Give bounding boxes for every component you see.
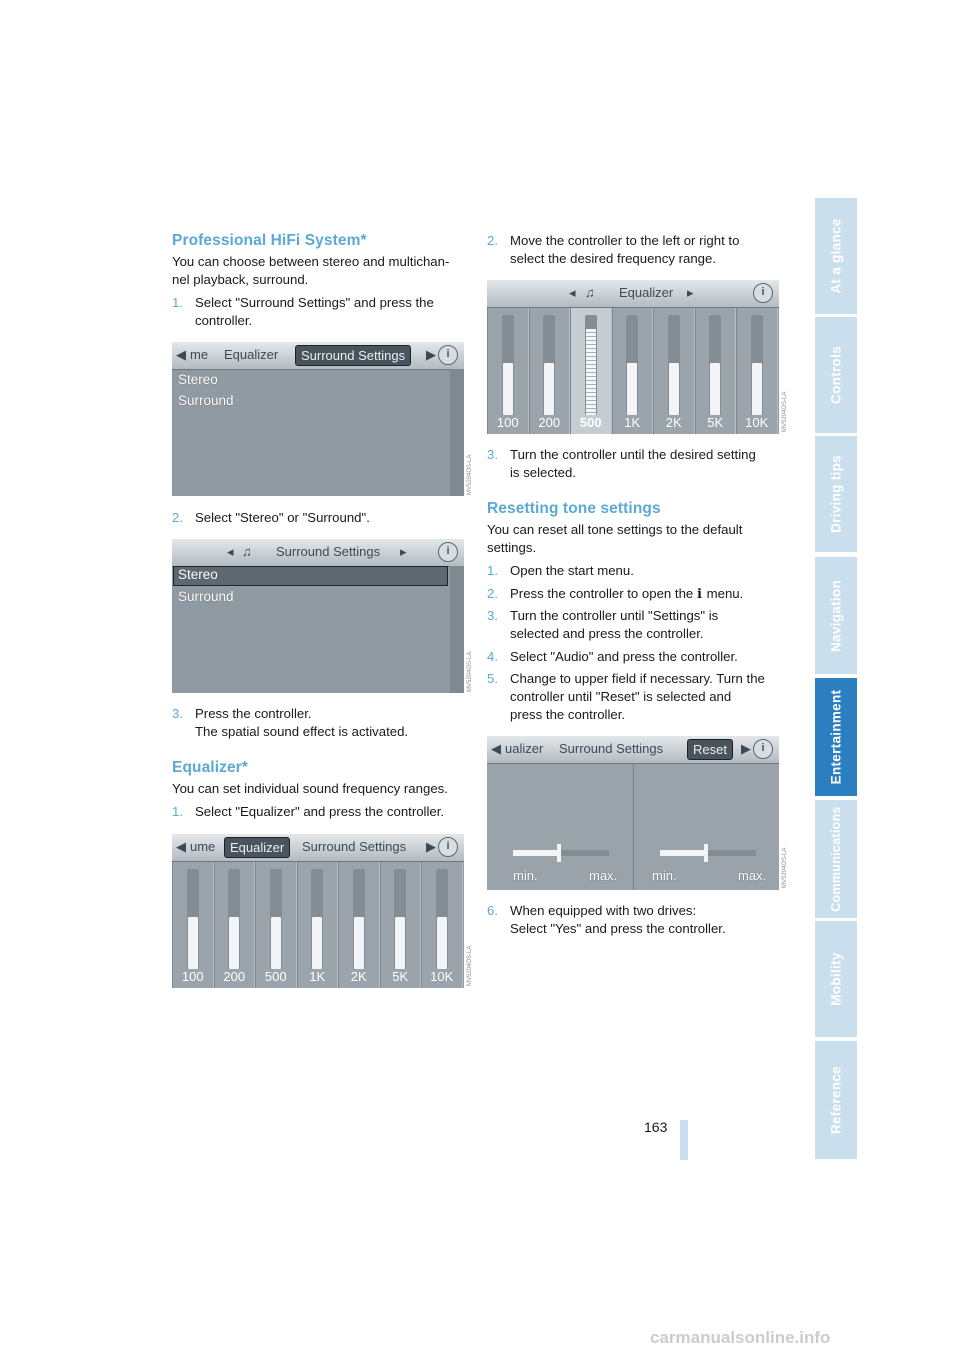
arrow-right-icon: ▸ (687, 285, 694, 300)
eq-band-5k[interactable] (695, 307, 737, 434)
scrollbar (450, 566, 464, 693)
eq-band-2k[interactable] (338, 861, 380, 988)
eq-band-label: 2K (665, 415, 682, 430)
menu-item-surround[interactable]: Surround (178, 393, 234, 408)
intro-equalizer: You can set individual sound frequency ranges. (172, 781, 448, 796)
heading-equalizer: Equalizer* (172, 759, 248, 776)
tab-driving-tips[interactable]: Driving tips (815, 436, 857, 552)
eq-slider-level (669, 363, 679, 415)
eq-band-1k[interactable] (612, 307, 654, 434)
eq-band-label: 100 (496, 415, 519, 430)
eq-band-label: 2K (350, 969, 367, 984)
eq-slider-level (627, 363, 637, 415)
label-min: min. (513, 868, 538, 883)
arrow-right-icon: ▸ (400, 544, 407, 559)
eq-band-2k[interactable] (653, 307, 695, 434)
arrow-left-icon: ◀ (491, 741, 501, 756)
slider-handle[interactable] (704, 844, 708, 862)
eq-band-500[interactable] (570, 307, 612, 434)
tab-mobility[interactable]: Mobility (815, 921, 857, 1037)
arrow-right-icon: ▶ (741, 741, 751, 756)
page-number-tab (680, 1120, 688, 1160)
label-max: max. (738, 868, 767, 883)
eq-band-200[interactable] (529, 307, 571, 434)
intro-reset-2: settings. (487, 540, 537, 555)
tab-entertainment[interactable]: Entertainment (815, 678, 857, 796)
screen-title-bar: ◀ ume Equalizer Surround Settings ▶ i (172, 834, 464, 862)
surround-settings-tab[interactable]: Surround Settings (295, 345, 411, 366)
eq-slider-level (188, 917, 198, 969)
menu-item-surround[interactable]: Surround (178, 589, 234, 604)
heading-hifi-system: Professional HiFi System* (172, 232, 367, 249)
eq-band-label: 500 (579, 415, 602, 430)
arrow-left-icon: ◀ (176, 347, 186, 362)
tab-communications[interactable]: Communications (815, 800, 857, 918)
panel-left (487, 764, 634, 890)
tab-reference[interactable]: Reference (815, 1041, 857, 1159)
eq-slider-level (544, 363, 554, 415)
eq-band-label: 100 (181, 969, 204, 984)
eq-slider-level (752, 363, 762, 415)
screen-title-bar: ◀ ualizer Surround Settings Reset ▶ i (487, 736, 779, 764)
image-code: MV5204OS-LA (467, 945, 473, 986)
eq-band-label: 10K (745, 415, 769, 430)
image-code: MV5204OS-LA (782, 847, 788, 888)
screen-reset (487, 736, 779, 890)
heading-resetting: Resetting tone settings (487, 500, 661, 517)
label-max: max. (589, 868, 618, 883)
tab-navigation[interactable]: Navigation (815, 557, 857, 674)
intro-hifi-1: You can choose between stereo and multichan- (172, 254, 450, 269)
info-icon[interactable]: i (438, 542, 458, 562)
eq-band-1k[interactable] (297, 861, 339, 988)
eq-slider-level (312, 917, 322, 969)
eq-slider-level (395, 917, 405, 969)
info-icon[interactable]: i (438, 837, 458, 857)
eq-band-label: 10K (430, 969, 454, 984)
eq-band-label: 200 (538, 415, 561, 430)
page-number: 163 (644, 1119, 668, 1135)
menu-item-stereo[interactable]: Stereo (178, 567, 218, 582)
eq-band-5k[interactable] (380, 861, 422, 988)
eq-band-label: 5K (707, 415, 724, 430)
slider-fill (513, 850, 559, 856)
screen-equalizer-bands (487, 280, 779, 434)
arrow-left-icon: ◀ (176, 839, 186, 854)
scrollbar (450, 369, 464, 496)
screen-title-bar: ◂ ♫ Equalizer ▸ i (487, 280, 779, 308)
tab-at-a-glance[interactable]: At a glance (815, 198, 857, 314)
arrow-right-icon: ▶ (426, 347, 436, 362)
arrow-left-icon: ◂ (227, 544, 234, 559)
tab-controls[interactable]: Controls (815, 317, 857, 433)
eq-band-10k[interactable] (421, 861, 463, 988)
eq-slider-level (271, 917, 281, 969)
eq-band-label: 1K (309, 969, 326, 984)
info-i-icon: i (696, 587, 702, 602)
eq-slider-level (354, 917, 364, 969)
eq-slider-level (437, 917, 447, 969)
arrow-left-icon: ◂ (569, 285, 576, 300)
screen-title-bar: ◀ me Equalizer Surround Settings ▶ i (172, 342, 464, 370)
screen-surround-settings (172, 539, 464, 693)
info-icon[interactable]: i (753, 283, 773, 303)
menu-item-stereo[interactable]: Stereo (178, 372, 218, 387)
screen-equalizer-menu (172, 834, 464, 988)
watermark: carmanualsonline.info (650, 1328, 831, 1347)
eq-band-100[interactable] (172, 861, 214, 988)
audio-icon: ♫ (242, 544, 252, 559)
screen-surround-menu (172, 342, 464, 496)
image-code: MV5204OS-LA (467, 454, 473, 495)
eq-band-label: 500 (264, 969, 287, 984)
arrow-right-icon: ▶ (426, 839, 436, 854)
eq-slider-level (229, 917, 239, 969)
info-icon[interactable]: i (753, 739, 773, 759)
reset-button[interactable]: Reset (687, 739, 733, 760)
eq-band-10k[interactable] (736, 307, 778, 434)
eq-band-100[interactable] (487, 307, 529, 434)
slider-handle[interactable] (557, 844, 561, 862)
eq-band-label: 5K (392, 969, 409, 984)
intro-reset-1: You can reset all tone settings to the default (487, 522, 743, 537)
audio-icon: ♫ (585, 285, 595, 300)
eq-band-500[interactable] (255, 861, 297, 988)
eq-band-label: 200 (223, 969, 246, 984)
screen-title-bar: ◂ ♫ Surround Settings ▸ i (172, 539, 464, 567)
slider-fill (660, 850, 706, 856)
eq-band-200[interactable] (214, 861, 256, 988)
eq-slider-level (586, 329, 596, 415)
eq-band-label: 1K (624, 415, 641, 430)
image-code: MV5204OS-LA (782, 391, 788, 432)
intro-hifi-2: nel playback, surround. (172, 272, 309, 287)
eq-slider-level (710, 363, 720, 415)
image-code: MV5204OS-LA (467, 651, 473, 692)
equalizer-tab[interactable]: Equalizer (224, 837, 290, 858)
label-min: min. (652, 868, 677, 883)
info-icon[interactable]: i (438, 345, 458, 365)
panel-right (634, 764, 779, 890)
eq-slider-level (503, 363, 513, 415)
